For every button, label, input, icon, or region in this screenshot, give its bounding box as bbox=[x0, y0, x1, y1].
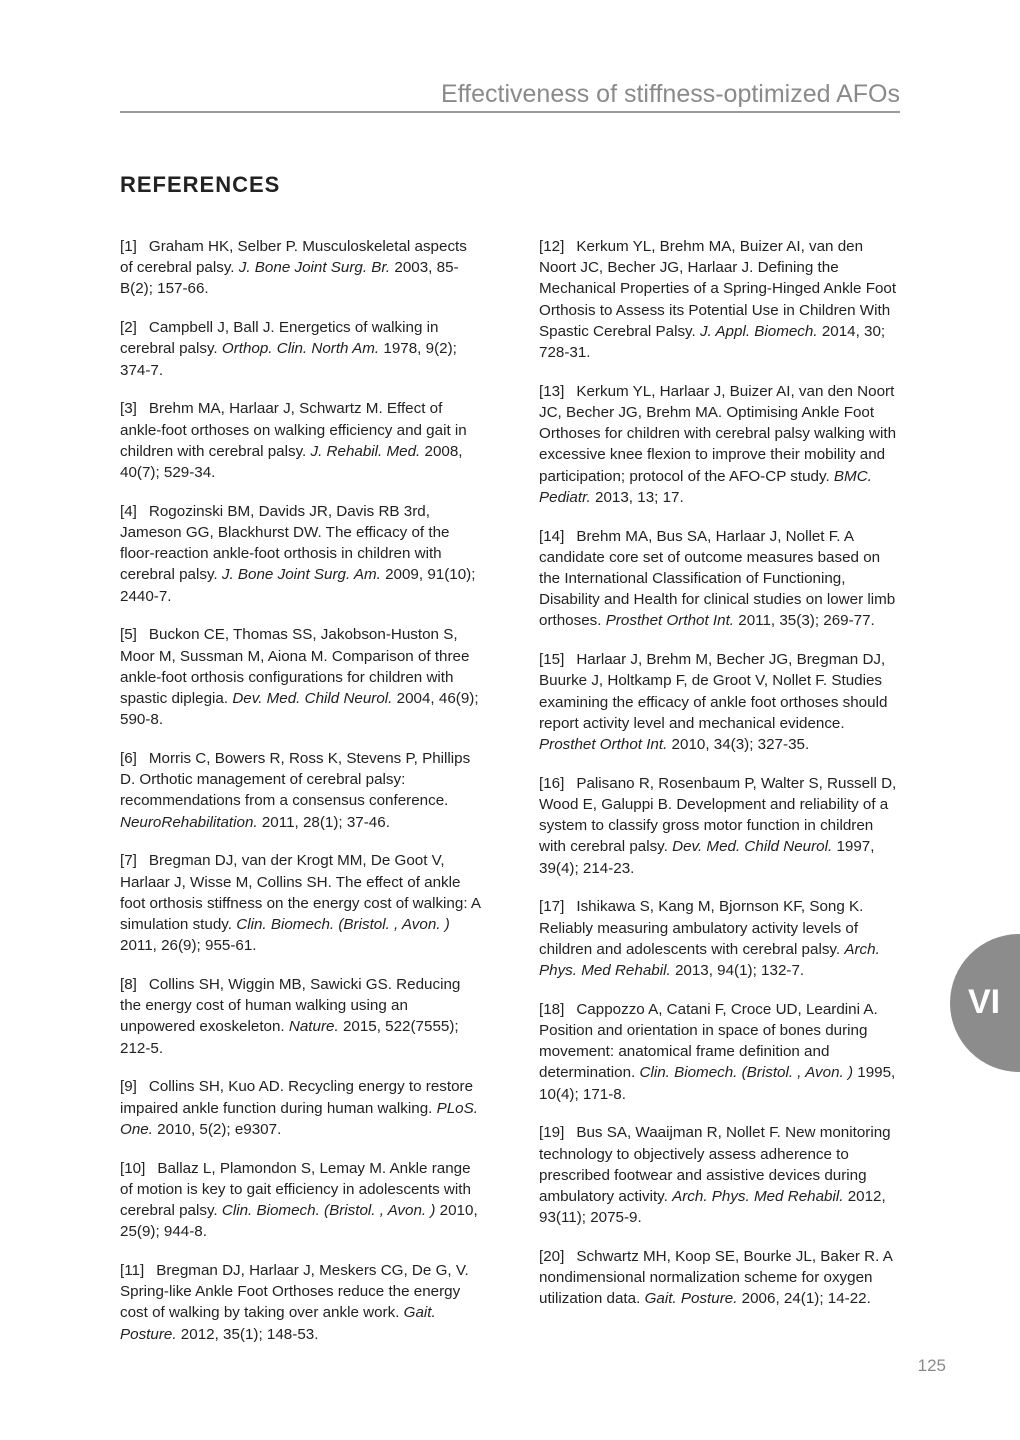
reference-number: [11] bbox=[120, 1262, 145, 1280]
reference-text: Harlaar J, Brehm M, Becher JG, Bregman DJ, Buurke J, Holtkamp F, de Groot V, Nollet F. Studies examining the efficacy of ankle foot orthoses should report activity level and mechanical evidence. bbox=[539, 651, 888, 732]
reference-citation: 2012, 35(1); 148-53. bbox=[180, 1325, 319, 1343]
reference-citation: 2004, 46(9); 590-8. bbox=[120, 690, 479, 729]
reference-number: [13] bbox=[539, 382, 565, 400]
reference-citation: 2010, 34(3); 327-35. bbox=[671, 736, 810, 754]
reference-journal: J. Appl. Biomech. bbox=[699, 322, 818, 340]
reference-text: Ballaz L, Plamondon S, Lemay M. Ankle range of motion is key to gait efficiency in adolescents with cerebral palsy. bbox=[120, 1159, 471, 1220]
reference-number: [9] bbox=[120, 1078, 137, 1096]
reference-item bbox=[120, 236, 482, 300]
reference-text: Graham HK, Selber P. Musculoskeletal aspects of cerebral palsy. bbox=[120, 238, 467, 277]
reference-text: Rogozinski BM, Davids JR, Davis RB 3rd, Jameson GG, Blackhurst DW. The efficacy of the floor-reaction ankle-foot orthosis in children with cerebral palsy. bbox=[120, 502, 450, 584]
reference-journal: Prosthet Orthot Int. bbox=[605, 612, 735, 630]
reference-journal: J. Bone Joint Surg. Am. bbox=[221, 566, 381, 584]
reference-item bbox=[539, 649, 901, 755]
reference-citation: 2003, 85-B(2); 157-66. bbox=[120, 259, 459, 298]
chapter-tab-label: VI bbox=[968, 983, 1001, 1021]
reference-number: [1] bbox=[120, 238, 137, 255]
reference-text: Collins SH, Kuo AD. Recycling energy to restore impaired ankle function during human walking. bbox=[120, 1078, 474, 1117]
reference-number: [7] bbox=[120, 852, 137, 870]
reference-text: Ishikawa S, Kang M, Bjornson KF, Song K. Reliably measuring ambulatory activity levels of children and adolescents with cerebral palsy. bbox=[539, 898, 864, 958]
reference-item bbox=[120, 501, 482, 607]
header-rule bbox=[120, 111, 900, 113]
reference-number: [15] bbox=[539, 651, 565, 669]
reference-item bbox=[120, 624, 482, 730]
reference-number: [10] bbox=[120, 1159, 146, 1177]
reference-text: Collins SH, Wiggin MB, Sawicki GS. Reducing the energy cost of human walking using an unpowered exoskeleton. bbox=[120, 976, 461, 1036]
reference-journal: Arch. Phys. Med Rehabil. bbox=[539, 940, 880, 980]
reference-item bbox=[539, 999, 901, 1105]
reference-journal: Prosthet Orthot Int. bbox=[539, 736, 668, 754]
reference-item bbox=[539, 1246, 901, 1310]
reference-item bbox=[539, 896, 901, 981]
reference-number: [12] bbox=[539, 238, 565, 255]
reference-journal: Clin. Biomech. (Bristol. , Avon. ) bbox=[221, 1202, 436, 1220]
reference-text: Bregman DJ, van der Krogt MM, De Goot V, Harlaar J, Wisse M, Collins SH. The effect of ankle foot orthosis stiffness on the energy cost of walking: A simulation study. bbox=[120, 852, 481, 934]
reference-number: [5] bbox=[120, 626, 137, 644]
reference-number: [6] bbox=[120, 750, 137, 768]
reference-number: [17] bbox=[539, 898, 565, 916]
reference-number: [3] bbox=[120, 400, 137, 418]
reference-journal: J. Rehabil. Med. bbox=[310, 442, 421, 460]
reference-item bbox=[120, 850, 482, 956]
references-left-column bbox=[120, 236, 482, 1362]
reference-journal: Gait. Posture. bbox=[120, 1304, 436, 1343]
reference-text: Brehm MA, Harlaar J, Schwartz M. Effect of ankle-foot orthoses on walking efficiency and gait in children with cerebral palsy. bbox=[120, 400, 467, 460]
reference-item bbox=[120, 1158, 482, 1243]
reference-journal: Nature. bbox=[288, 1018, 339, 1036]
reference-item bbox=[120, 398, 482, 483]
reference-number: [4] bbox=[120, 502, 137, 520]
reference-number: [20] bbox=[539, 1248, 565, 1266]
reference-citation: 2015, 522(7555); 212-5. bbox=[120, 1018, 459, 1057]
reference-number: [16] bbox=[539, 774, 565, 792]
reference-item bbox=[539, 1122, 901, 1228]
reference-journal: J. Bone Joint Surg. Br. bbox=[238, 259, 391, 277]
reference-journal: BMC. Pediatr. bbox=[539, 467, 872, 506]
reference-citation: 1978, 9(2); 374-7. bbox=[120, 340, 457, 379]
reference-item bbox=[120, 317, 482, 381]
reference-text: Campbell J, Ball J. Energetics of walking in cerebral palsy. bbox=[120, 319, 439, 358]
reference-citation: 2010, 5(2); e9307. bbox=[157, 1120, 282, 1138]
reference-journal: Clin. Biomech. (Bristol. , Avon. ) bbox=[236, 916, 450, 934]
reference-citation: 1995, 10(4); 171-8. bbox=[539, 1064, 896, 1103]
references-heading: REFERENCES bbox=[120, 172, 281, 197]
reference-citation: 2013, 13; 17. bbox=[595, 488, 684, 506]
reference-text: Cappozzo A, Catani F, Croce UD, Leardini A. Position and orientation in space of bones during movement: anatomical frame definition and determination. bbox=[539, 1000, 878, 1082]
reference-citation: 2011, 28(1); 37-46. bbox=[261, 813, 390, 831]
reference-citation: 2011, 35(3); 269-77. bbox=[738, 612, 875, 630]
reference-item bbox=[539, 236, 901, 363]
reference-citation: 2011, 26(9); 955-61. bbox=[120, 937, 257, 955]
reference-journal: Dev. Med. Child Neurol. bbox=[232, 690, 393, 708]
reference-citation: 2013, 94(1); 132-7. bbox=[674, 962, 805, 980]
reference-citation: 2009, 91(10); 2440-7. bbox=[120, 566, 476, 605]
reference-number: [19] bbox=[539, 1124, 565, 1142]
reference-text: Brehm MA, Bus SA, Harlaar J, Nollet F. A candidate core set of outcome measures based on the International Classification of Functioning, Disability and Health for clinical studies on lower limb orthoses. bbox=[539, 527, 896, 630]
reference-journal: Orthop. Clin. North Am. bbox=[221, 340, 380, 358]
reference-citation: 2012, 93(11); 2075-9. bbox=[539, 1188, 886, 1227]
reference-text: Kerkum YL, Harlaar J, Buizer AI, van den Noort JC, Becher JG, Brehm MA. Optimising Ankle Foot Orthoses for children with cerebral palsy walking with excessive knee flexion to improve their mobility and participation; protocol of the AFO-CP study. bbox=[539, 382, 897, 485]
reference-item bbox=[539, 381, 901, 508]
reference-item bbox=[120, 974, 482, 1059]
reference-citation: 2008, 40(7); 529-34. bbox=[120, 442, 463, 482]
reference-item bbox=[539, 773, 901, 879]
reference-text: Bus SA, Waaijman R, Nollet F. New monitoring technology to objectively assess adherence to prescribed footwear and assistive devices during ambulatory activity. bbox=[539, 1124, 891, 1206]
reference-item bbox=[120, 1260, 482, 1345]
reference-text: Schwartz MH, Koop SE, Bourke JL, Baker R. A nondimensional normalization scheme for oxygen utilization data. bbox=[539, 1248, 893, 1308]
reference-journal: NeuroRehabilitation. bbox=[120, 813, 258, 831]
reference-citation: 2010, 25(9); 944-8. bbox=[120, 1202, 478, 1241]
reference-item bbox=[120, 748, 482, 833]
reference-item bbox=[120, 1076, 482, 1140]
running-header: Effectiveness of stiffness-optimized AFOs bbox=[441, 80, 900, 108]
reference-journal: Dev. Med. Child Neurol. bbox=[672, 838, 833, 856]
reference-number: [2] bbox=[120, 319, 137, 337]
references-right-column bbox=[539, 236, 901, 1327]
reference-journal: Arch. Phys. Med Rehabil. bbox=[672, 1188, 844, 1206]
reference-citation: 2006, 24(1); 14-22. bbox=[741, 1290, 871, 1308]
reference-journal: Clin. Biomech. (Bristol. , Avon. ) bbox=[639, 1064, 854, 1082]
reference-text: Morris C, Bowers R, Ross K, Stevens P, Phillips D. Orthotic management of cerebral palsy: recommendations from a consensus conference. bbox=[120, 750, 471, 810]
reference-number: [14] bbox=[539, 527, 565, 545]
page-number: 125 bbox=[917, 1356, 946, 1375]
reference-item bbox=[539, 526, 901, 632]
reference-number: [18] bbox=[539, 1000, 565, 1018]
reference-text: Kerkum YL, Brehm MA, Buizer AI, van den Noort JC, Becher JG, Harlaar J. Defining the Mechanical Properties of a Spring-Hinged Ankle Foot Orthosis to Assess its Potential Use in Children With Spastic Cerebral Palsy. bbox=[539, 238, 897, 340]
reference-text: Buckon CE, Thomas SS, Jakobson-Huston S, Moor M, Sussman M, Aiona M. Comparison of three ankle-foot orthosis configurations for children with spastic diplegia. bbox=[120, 626, 470, 708]
reference-citation: 2014, 30; 728-31. bbox=[539, 322, 886, 362]
reference-text: Palisano R, Rosenbaum P, Walter S, Russell D, Wood E, Galuppi B. Development and reliability of a system to classify gross motor function in children with cerebral palsy. bbox=[539, 774, 897, 856]
reference-journal: PLoS. One. bbox=[120, 1099, 478, 1138]
reference-text: Bregman DJ, Harlaar J, Meskers CG, De G, V. Spring-like Ankle Foot Orthoses reduce the energy cost of walking by taking over ankle work. bbox=[120, 1262, 469, 1322]
reference-number: [8] bbox=[120, 976, 137, 994]
reference-citation: 1997, 39(4); 214-23. bbox=[539, 838, 875, 877]
reference-journal: Gait. Posture. bbox=[644, 1290, 738, 1308]
